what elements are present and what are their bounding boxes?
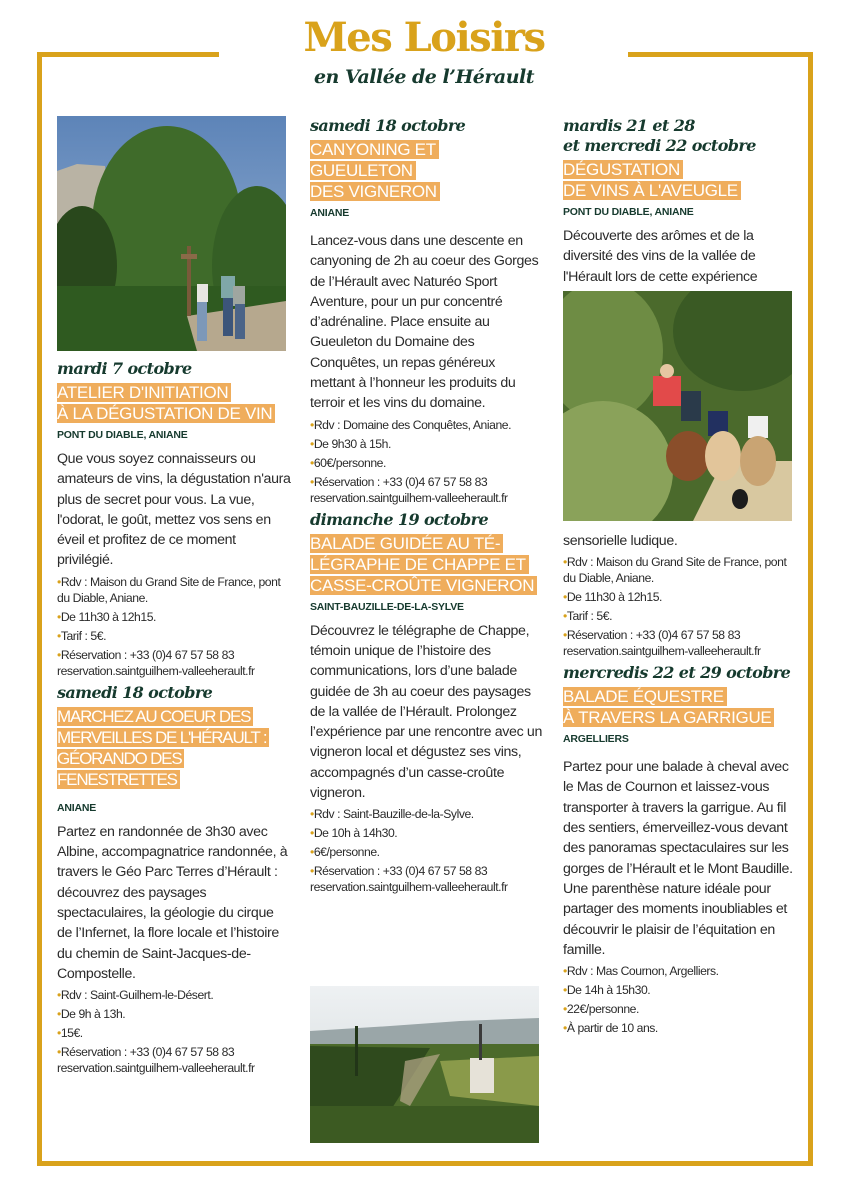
event-description: Découvrez le télégraphe de Chappe, témoin unique de l’histoire des communications, lors d’une balade guidée de 3h au coeur des paysages de la vallée de l’Hérault. Prolongez l’expérience par une rencontre avec un vigneron local et dégustez ses vins, accompagnés d’un casse-croûte vigneron. bbox=[310, 622, 542, 802]
bullet-icon: • bbox=[563, 555, 567, 570]
bullet-icon: • bbox=[57, 647, 61, 662]
event-description: Lancez-vous dans une descente en canyoning de 2h au coeur des Gorges de l’Hérault avec Naturéo Sport Aventure, pour un pur concentré d’adrénaline. Place ensuite au Gueuleton du Domaine des Conquêtes, un repas généreux mettant à l’honneur les produits du terroir et les vins du domaine. bbox=[310, 233, 539, 412]
event-title bbox=[57, 382, 292, 424]
event-detail-rdv: •Rdv : Maison du Grand Site de France, pont du Diable, Aniane. bbox=[57, 574, 281, 605]
event-detail-reservation: •Réservation : +33 (0)4 67 57 58 83 bbox=[563, 628, 741, 643]
bullet-icon: • bbox=[563, 1002, 567, 1017]
event-date bbox=[563, 116, 795, 156]
event-detail-price: •60€/personne. bbox=[310, 455, 386, 470]
bullet-icon: • bbox=[310, 845, 314, 860]
event-description-part2: sensorielle ludique. bbox=[563, 532, 678, 549]
event-detail-time: •De 11h30 à 12h15. bbox=[563, 590, 662, 605]
event-detail-price: •Tarif : 5€. bbox=[563, 609, 613, 624]
event-title-line: BALADE ÉQUESTRE bbox=[563, 687, 727, 706]
event-location: ANIANE bbox=[310, 207, 350, 219]
photo-family-hiking bbox=[57, 116, 286, 351]
event-title-line: BALADE GUIDÉE AU TÉ- bbox=[310, 534, 503, 553]
event-title-line: DES VIGNERON bbox=[310, 182, 440, 201]
event-date-line: et mercredi 22 octobre bbox=[563, 136, 756, 155]
bullet-icon: • bbox=[310, 455, 314, 470]
bullet-icon: • bbox=[563, 1021, 567, 1036]
event-date: mercredis 22 et 29 octobre bbox=[563, 663, 791, 683]
bullet-icon: • bbox=[310, 474, 314, 489]
event-description: Que vous soyez connaisseurs ou amateurs de vins, la dégustation n'aura plus de secret pour vous. La vue, l'odorat, le goût, mettez vos sens en éveil et profitez de ce moment privilégié. bbox=[57, 451, 291, 569]
event-title-line: ATELIER D'INITIATION bbox=[57, 383, 231, 402]
bullet-icon: • bbox=[57, 1007, 61, 1022]
column-left bbox=[57, 116, 292, 1076]
frame-border-right bbox=[808, 52, 813, 1166]
event-description: Partez en randonnée de 3h30 avec Albine, accompagnatrice randonnée, à travers le Géo Parc Terres d’Hérault : découvrez des paysages spectaculaires, la géologie du cirque de l’Infernet, la flore locale et l’histoire du chemin de Saint-Jacques-de-Compostelle. bbox=[57, 823, 288, 982]
event-description: Partez pour une balade à cheval avec le Mas de Cournon et laissez-vous transporter à travers la garrigue. Au fil des sentiers, émerveillez-vous devant des panoramas spectaculaires sur les gorges de l’Hérault et le Mont Baudille. Une parenthèse nature idéale pour partager des moments inoubliables et découvrir le plaisir de l’équitation en famille. bbox=[563, 759, 793, 958]
event-location: PONT DU DIABLE, ANIANE bbox=[563, 206, 694, 218]
column-middle bbox=[310, 116, 542, 895]
event-title-line: CASSE-CROÛTE VIGNERON bbox=[310, 576, 537, 595]
family-hiking-image bbox=[57, 116, 286, 351]
event-title-line: À LA DÉGUSTATION DE VIN bbox=[57, 404, 275, 423]
bullet-icon: • bbox=[310, 436, 314, 451]
photo-chappe-telegraph bbox=[310, 986, 539, 1143]
event-title-line: DE VINS À L'AVEUGLE bbox=[563, 181, 741, 200]
bullet-icon: • bbox=[57, 1026, 61, 1041]
bullet-icon: • bbox=[563, 609, 567, 624]
event-location: SAINT-BAUZILLE-DE-LA-SYLVE bbox=[310, 600, 464, 613]
event-date: dimanche 19 octobre bbox=[310, 509, 489, 529]
page-subtitle: en Vallée de l’Hérault bbox=[313, 66, 535, 88]
event-location: ANIANE bbox=[57, 801, 97, 814]
bullet-icon: • bbox=[563, 983, 567, 998]
event-title-line: À TRAVERS LA GARRIGUE bbox=[563, 708, 774, 727]
event-title-line: MARCHEZ AU COEUR DES bbox=[57, 707, 253, 726]
reservation-link[interactable]: reservation.saintguilhem-valleeherault.fr bbox=[310, 880, 508, 895]
event-detail-price: •22€/personne. bbox=[563, 1002, 639, 1017]
event-title-line: MERVEILLES DE L'HÉRAULT : bbox=[57, 728, 269, 747]
event-detail-time: •De 10h à 14h30. bbox=[310, 826, 398, 841]
bullet-icon: • bbox=[57, 1045, 61, 1060]
event-detail-rdv: •Rdv : Mas Cournon, Argelliers. bbox=[563, 964, 719, 979]
event-title-line: CANYONING ET GUEULETON bbox=[310, 140, 439, 180]
event-description-part1: Découverte des arômes et de la diversité des vins de la vallée de l'Hérault lors de cette expérience bbox=[563, 228, 758, 285]
event-title bbox=[310, 533, 542, 596]
event-title-line: GÉORANDO DES FENESTRETTES bbox=[57, 749, 184, 789]
event-detail-age: •À partir de 10 ans. bbox=[563, 1021, 658, 1036]
bullet-icon: • bbox=[310, 807, 314, 822]
event-detail-price: •Tarif : 5€. bbox=[57, 628, 107, 643]
event-location: PONT DU DIABLE, ANIANE bbox=[57, 429, 188, 441]
bullet-icon: • bbox=[57, 609, 61, 624]
bullet-icon: • bbox=[563, 590, 567, 605]
event-date: mardi 7 octobre bbox=[57, 359, 192, 378]
event-detail-time: •De 14h à 15h30. bbox=[563, 983, 651, 998]
bullet-icon: • bbox=[57, 628, 61, 643]
event-title bbox=[57, 706, 292, 790]
reservation-link[interactable]: reservation.saintguilhem-valleeherault.fr bbox=[563, 644, 761, 659]
bullet-icon: • bbox=[563, 628, 567, 643]
event-detail-rdv: •Rdv : Maison du Grand Site de France, pont du Diable, Aniane. bbox=[563, 555, 787, 586]
event-detail-reservation: •Réservation : +33 (0)4 67 57 58 83 bbox=[57, 647, 235, 662]
event-detail-reservation: •Réservation : +33 (0)4 67 57 58 83 bbox=[57, 1045, 235, 1060]
event-title bbox=[310, 139, 542, 202]
event-detail-reservation: •Réservation : +33 (0)4 67 57 58 83 bbox=[310, 864, 488, 879]
event-date-line: mardis 21 et 28 bbox=[563, 116, 695, 135]
frame-border-bottom bbox=[37, 1161, 813, 1166]
event-title-line: LÉGRAPHE DE CHAPPE ET bbox=[310, 555, 529, 574]
photo-horse-riders bbox=[563, 291, 792, 521]
column-right bbox=[563, 116, 795, 1036]
event-detail-rdv: •Rdv : Saint-Bauzille-de-la-Sylve. bbox=[310, 807, 474, 822]
horse-riders-image bbox=[563, 291, 792, 521]
bullet-icon: • bbox=[563, 964, 567, 979]
event-title bbox=[563, 159, 795, 201]
event-title bbox=[563, 686, 795, 728]
reservation-link[interactable]: reservation.saintguilhem-valleeherault.fr bbox=[310, 490, 508, 505]
event-detail-reservation: •Réservation : +33 (0)4 67 57 58 83 bbox=[310, 474, 488, 489]
page-title: Mes Loisirs bbox=[303, 14, 545, 61]
event-detail-time: •De 9h30 à 15h. bbox=[310, 436, 391, 451]
reservation-link[interactable]: reservation.saintguilhem-valleeherault.fr bbox=[57, 663, 255, 678]
reservation-link[interactable]: reservation.saintguilhem-valleeherault.fr bbox=[57, 1061, 255, 1076]
event-date: samedi 18 octobre bbox=[310, 116, 466, 135]
event-detail-price: •6€/personne. bbox=[310, 845, 380, 860]
bullet-icon: • bbox=[57, 988, 61, 1003]
event-detail-time: •De 11h30 à 12h15. bbox=[57, 609, 156, 624]
chappe-telegraph-image bbox=[310, 986, 539, 1143]
bullet-icon: • bbox=[310, 826, 314, 841]
event-date: samedi 18 octobre bbox=[57, 682, 213, 702]
bullet-icon: • bbox=[310, 417, 314, 432]
bullet-icon: • bbox=[57, 574, 61, 589]
event-detail-time: •De 9h à 13h. bbox=[57, 1007, 126, 1022]
event-detail-rdv: •Rdv : Domaine des Conquêtes, Aniane. bbox=[310, 417, 512, 432]
frame-border-left bbox=[37, 52, 42, 1166]
event-location: ARGELLIERS bbox=[563, 733, 629, 746]
event-title-line: DÉGUSTATION bbox=[563, 160, 683, 179]
bullet-icon: • bbox=[310, 864, 314, 879]
event-detail-price: •15€. bbox=[57, 1026, 83, 1041]
event-detail-rdv: •Rdv : Saint-Guilhem-le-Désert. bbox=[57, 988, 214, 1003]
